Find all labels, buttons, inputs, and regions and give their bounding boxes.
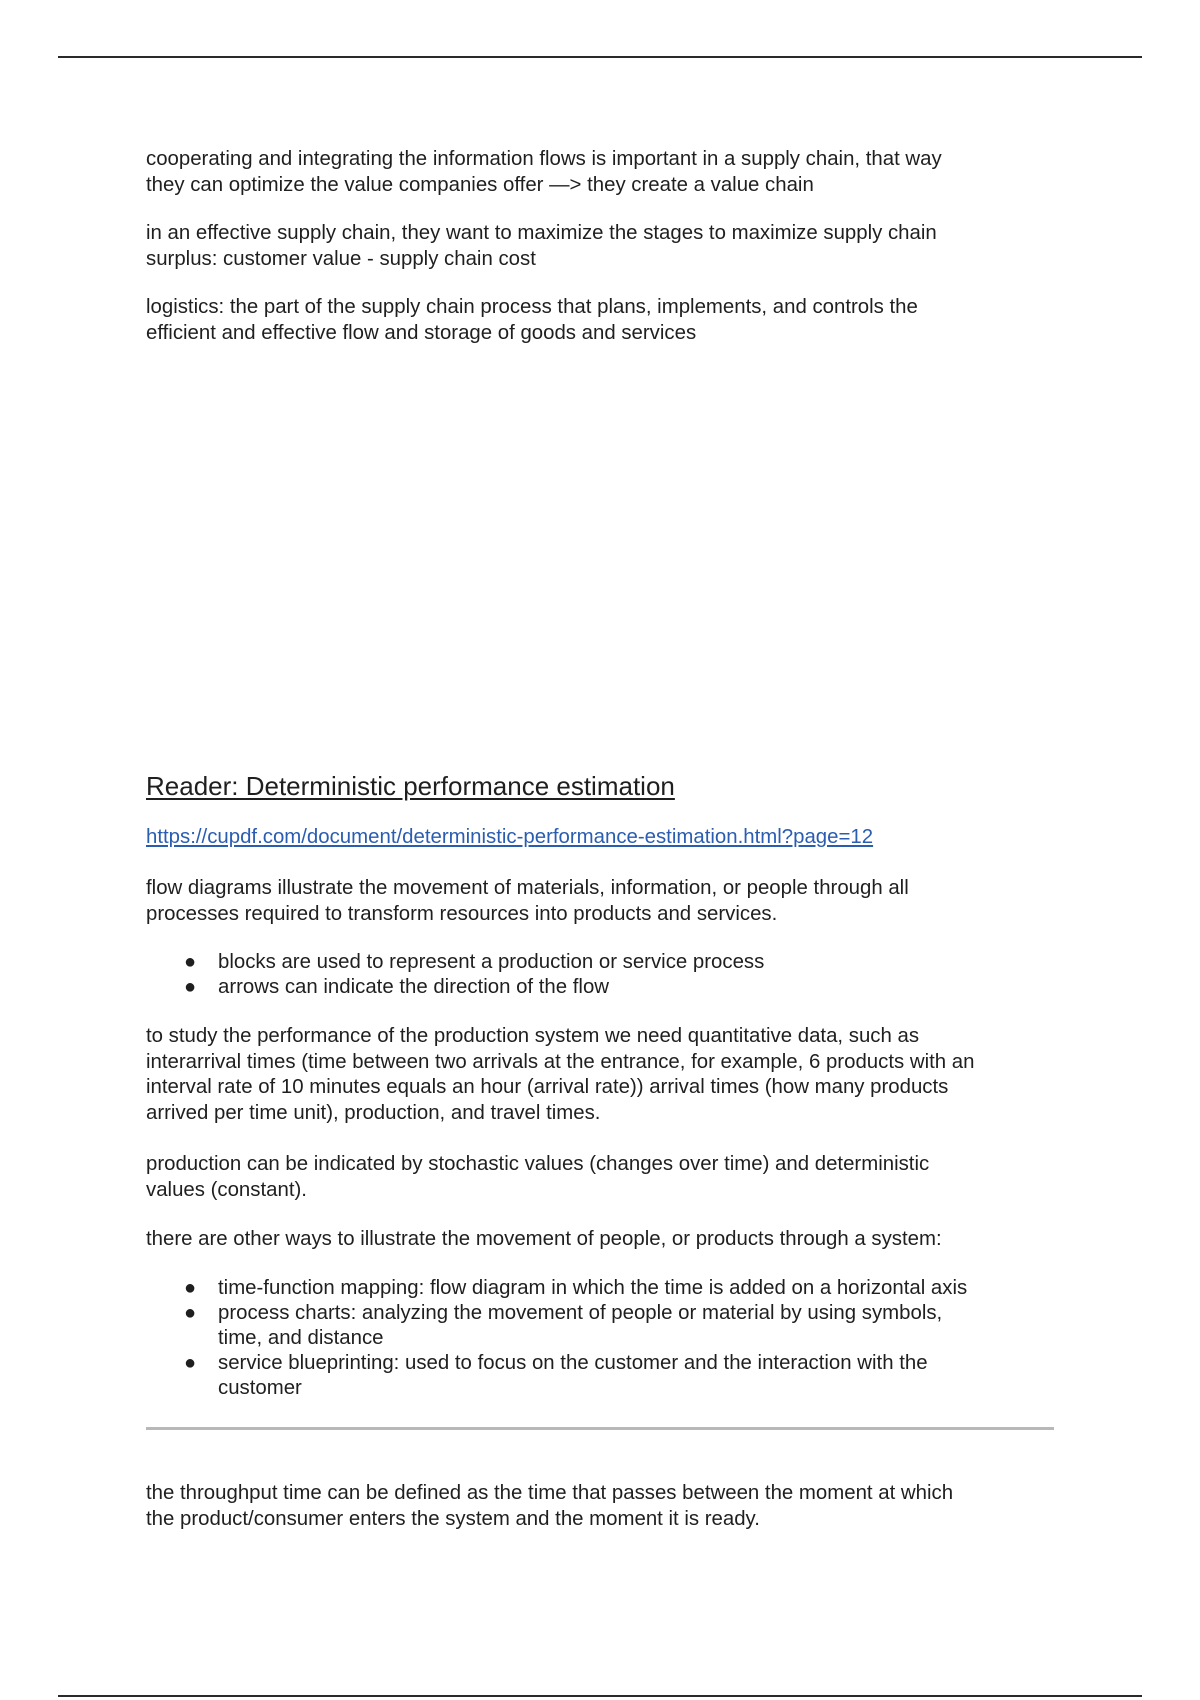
horizontal-divider (146, 1427, 1054, 1430)
list-item (146, 975, 1066, 1000)
flow-diagram-bullet-list (146, 950, 1066, 1000)
paragraph-logistics-definition: logistics: the part of the supply chain process that plans, implements, and controls the efficient and effective flow and storage of goods and services (146, 296, 918, 344)
section-heading: Reader: Deterministic performance estimation (146, 771, 675, 801)
illustration-methods-list (146, 1276, 1066, 1401)
list-item (146, 1276, 1066, 1301)
list-item-text: process charts: analyzing the movement of people or material by using symbols, time, and distance (218, 1302, 943, 1349)
list-item-text: arrows can indicate the direction of the flow (218, 976, 610, 998)
bullet-icon: ● (184, 951, 197, 973)
list-item (146, 1351, 1066, 1401)
paragraph-throughput-time: the throughput time can be defined as the time that passes between the moment at which the product/consumer enters the system and the moment it is ready. (146, 1482, 954, 1530)
paragraph-supply-chain-surplus: in an effective supply chain, they want to maximize the stages to maximize supply chain surplus: customer value - supply chain cost (146, 222, 937, 270)
list-item (146, 950, 1066, 975)
reader-link[interactable]: https://cupdf.com/document/deterministic-performance-estimation.html?page=12 (146, 826, 874, 848)
list-item-text: service blueprinting: used to focus on the customer and the interaction with the customer (218, 1352, 928, 1399)
paragraph-information-flows: cooperating and integrating the information flows is important in a supply chain, that way they can optimize the value companies offer —> they create a value chain (146, 148, 942, 196)
paragraph-stochastic-values: production can be indicated by stochastic values (changes over time) and deterministic values (constant). (146, 1153, 930, 1201)
paragraph-quantitative-data: to study the performance of the production system we need quantitative data, such as interarrival times (time between two arrivals at the entrance, for example, 6 products with an interval rate of 10 minutes equals an hour (arrival rate)) arrival times (how many products arrived per time unit), production, and travel times. (146, 1025, 975, 1124)
bullet-icon: ● (184, 1302, 197, 1324)
page-top-rule (58, 56, 1142, 58)
bullet-icon: ● (184, 976, 197, 998)
bullet-icon: ● (184, 1277, 197, 1299)
bullet-icon: ● (184, 1352, 197, 1374)
page-bottom-rule (58, 1695, 1142, 1697)
list-item (146, 1301, 1066, 1351)
paragraph-flow-diagrams: flow diagrams illustrate the movement of materials, information, or people through all processes required to transform resources into products and services. (146, 877, 909, 925)
paragraph-other-ways: there are other ways to illustrate the movement of people, or products through a system: (146, 1228, 942, 1250)
list-item-text: blocks are used to represent a production or service process (218, 951, 765, 973)
list-item-text: time-function mapping: flow diagram in which the time is added on a horizontal axis (218, 1277, 968, 1299)
